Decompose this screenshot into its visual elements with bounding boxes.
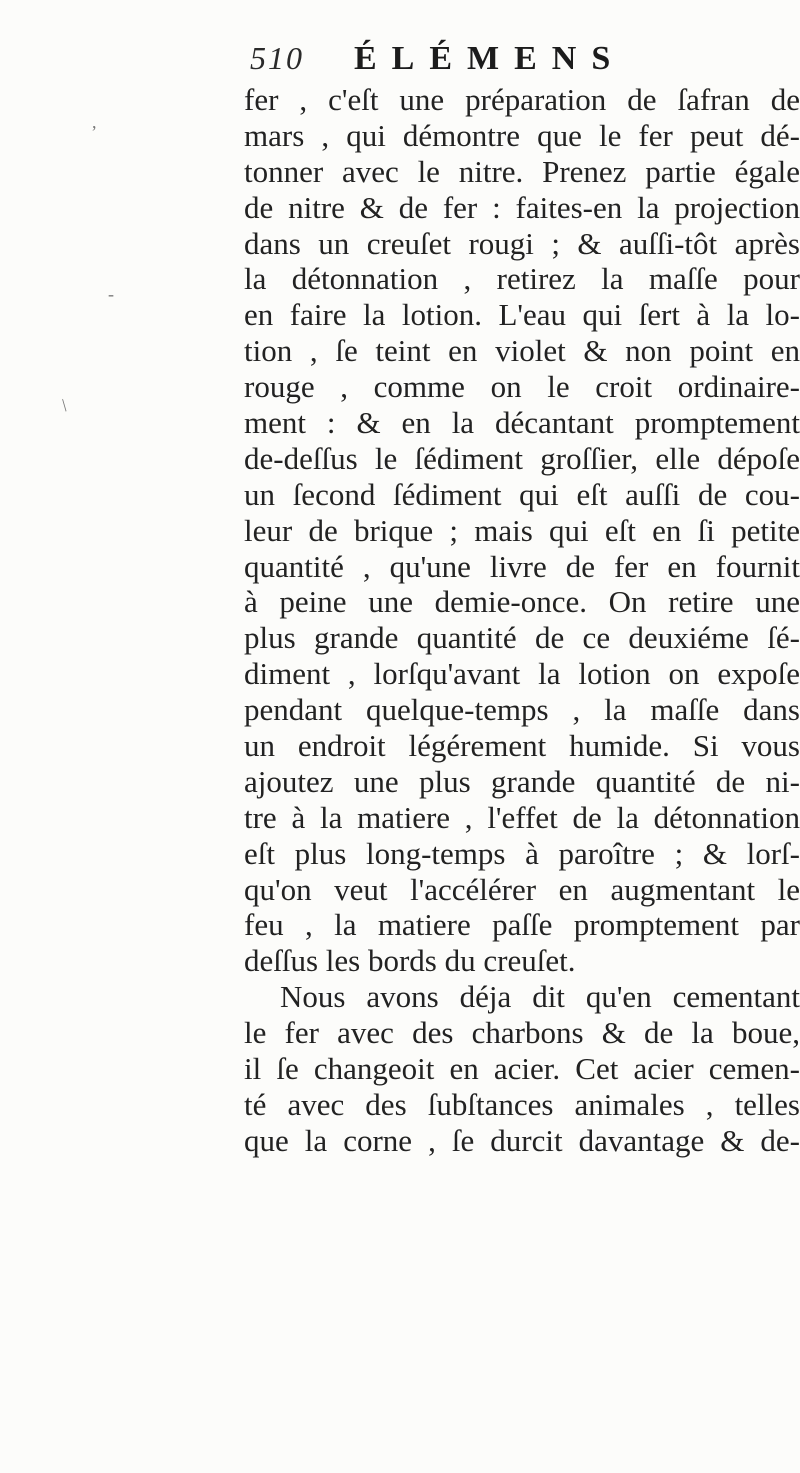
text-line: quantité , qu'une livre de fer en fournit: [244, 548, 800, 584]
margin-mark: -: [108, 284, 114, 304]
text-line: fer , c'eſt une préparation de ſafran de: [244, 82, 800, 117]
text-line: diment , lorſqu'avant la lotion on expoſe: [244, 656, 800, 692]
text-line: de nitre & de fer : faites-en la projection: [244, 189, 800, 225]
text-line: eſt plus long-temps à paroître ; & lorſ-: [244, 835, 800, 871]
text-line: tion , ſe teint en violet & non point en: [244, 333, 800, 369]
text-line: deſſus les bords du creuſet.: [244, 943, 576, 979]
text-line: pendant quelque-temps , la maſſe dans: [244, 692, 800, 728]
text-line: mars , qui démontre que le fer peut dé-: [244, 117, 800, 153]
running-title: ÉLÉMENS: [354, 40, 626, 77]
margin-mark: ,: [92, 112, 97, 132]
page-number: 510: [250, 40, 304, 76]
text-line: feu , la matiere paſſe promptement par: [244, 907, 800, 943]
text-line: rouge , comme on le croit ordinaire-: [244, 369, 800, 405]
text-line: de-deſſus le ſédiment groſſier, elle dépoſe: [244, 440, 800, 476]
text-line: leur de brique ; mais qui eſt en ſi petite: [244, 512, 800, 548]
text-line: tre à la matiere , l'effet de la détonnation: [244, 799, 800, 835]
text-line: il ſe changeoit en acier. Cet acier cemen-: [244, 1051, 800, 1087]
text-line: que la corne , ſe durcit davantage & de-: [244, 1122, 800, 1158]
text-line: tonner avec le nitre. Prenez partie égale: [244, 153, 800, 189]
text-line: la détonnation , retirez la maſſe pour: [244, 261, 800, 297]
text-line: un ſecond ſédiment qui eſt auſſi de cou-: [244, 476, 800, 512]
text-line: Nous avons déja dit qu'en cementant: [280, 979, 800, 1015]
text-line: plus grande quantité de ce deuxiéme ſé-: [244, 620, 800, 656]
text-line: té avec des ſubſtances animales , telles: [244, 1086, 800, 1122]
text-line: qu'on veut l'accélérer en augmentant le: [244, 871, 800, 907]
text-line: un endroit légérement humide. Si vous: [244, 728, 800, 764]
text-line: en faire la lotion. L'eau qui ſert à la lo-: [244, 297, 800, 333]
body-text: [244, 82, 800, 1159]
text-line: le fer avec des charbons & de la boue,: [244, 1015, 800, 1051]
text-line: ment : & en la décantant promptement: [244, 405, 800, 441]
margin-mark: /: [56, 395, 73, 415]
text-line: à peine une demie-once. On retire une: [244, 584, 800, 620]
text-line: dans un creuſet rougi ; & auſſi-tôt après: [244, 225, 800, 261]
text-line: ajoutez une plus grande quantité de ni-: [244, 763, 800, 799]
